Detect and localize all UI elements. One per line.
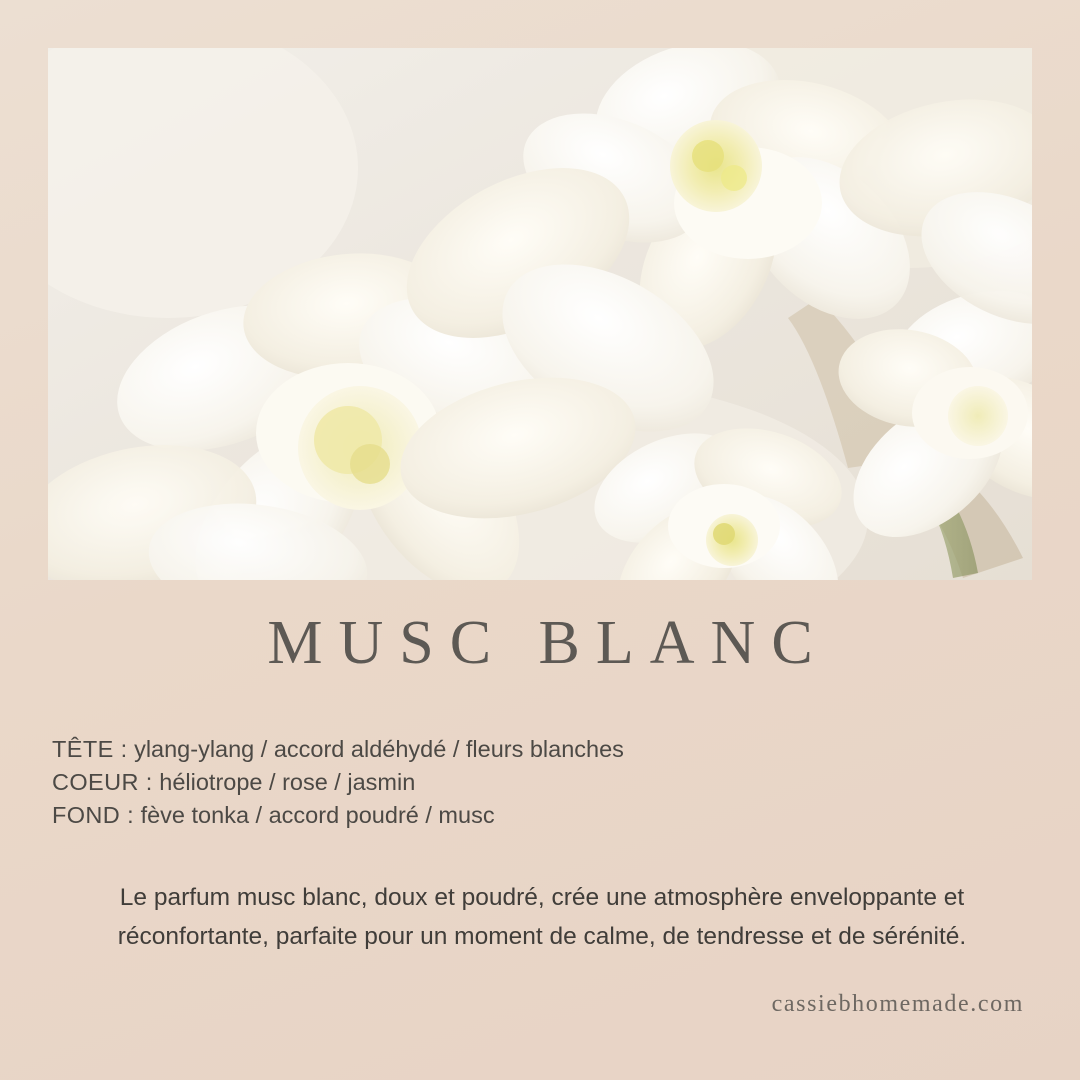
note-value-top: ylang-ylang / accord aldéhydé / fleurs blanches (134, 736, 624, 762)
note-label-top: TÊTE : (52, 736, 128, 762)
page-title: MUSC BLANC (267, 609, 829, 677)
hero-image (48, 48, 1032, 580)
note-value-heart: héliotrope / rose / jasmin (159, 769, 416, 795)
note-line-base (52, 799, 1032, 832)
website-handle: cassiebhomemade.com (771, 991, 1024, 1017)
note-label-heart: COEUR : (52, 769, 153, 795)
note-line-top (52, 733, 1032, 766)
note-line-heart (52, 766, 1032, 799)
flower-photo-illustration (48, 48, 1032, 580)
fragrance-notes (52, 733, 1032, 832)
description-text: Le parfum musc blanc, doux et poudré, crée une atmosphère enveloppante et réconfortante, parfaite pour un moment de calme, de tendresse et de sérénité. (117, 884, 967, 950)
note-label-base: FOND : (52, 802, 135, 828)
note-value-base: fève tonka / accord poudré / musc (140, 802, 495, 828)
